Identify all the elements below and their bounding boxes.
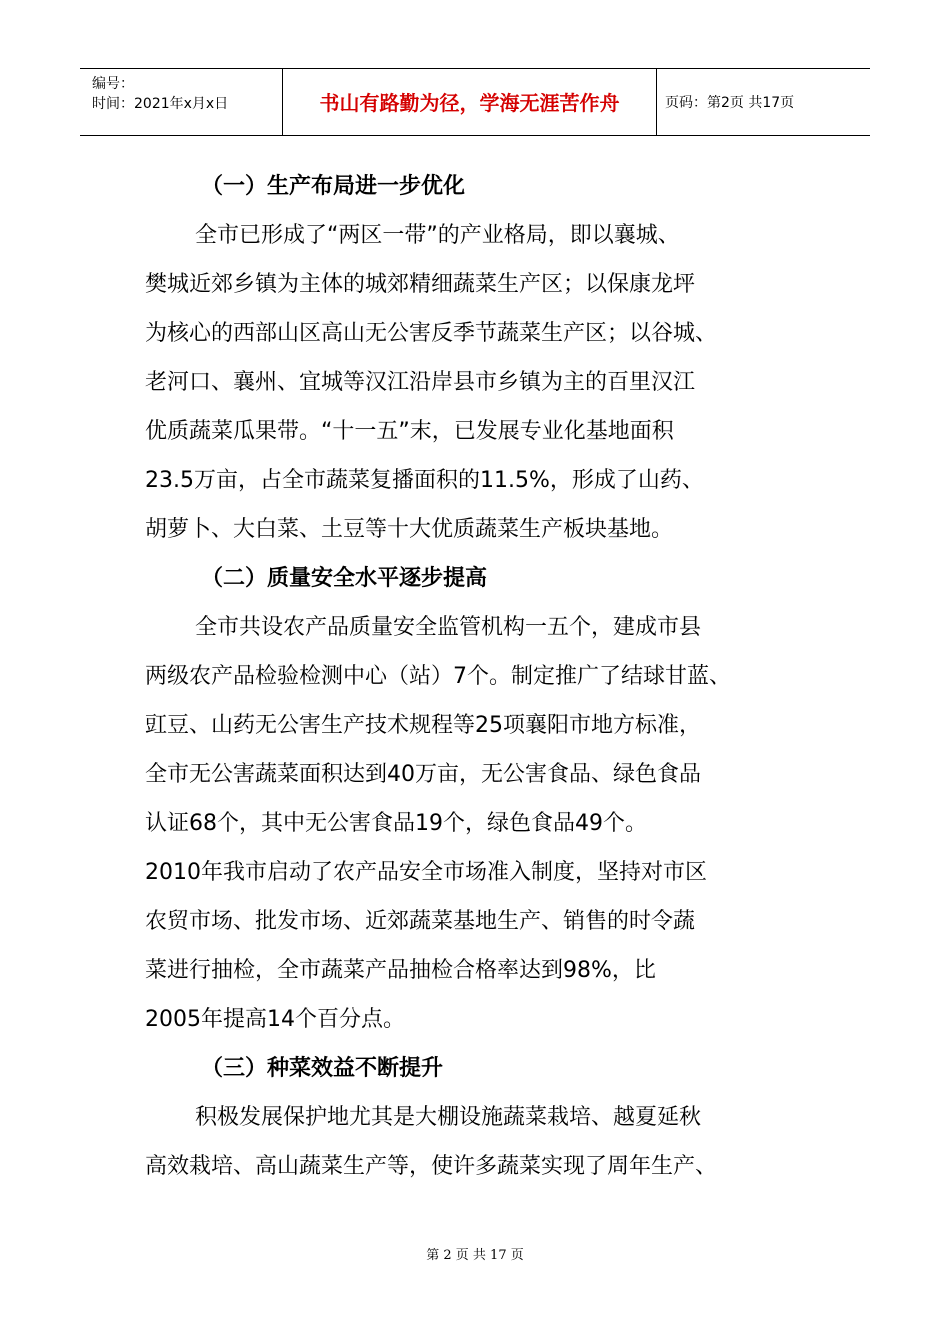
body-text-line: 优质蔬菜瓜果带。“十一五”末，已发展专业化基地面积 [145,419,674,444]
body-text-line: 全市无公害蔬菜面积达到40万亩，无公害食品、绿色食品 [145,762,701,787]
body-text-line: 两级农产品检验检测中心（站）7个。制定推广了结球甘蓝、 [145,664,731,689]
body-text-line: 胡萝卜、大白菜、土豆等十大优质蔬菜生产板块基地。 [145,517,674,542]
body-text-line: 高效栽培、高山蔬菜生产等，使许多蔬菜实现了周年生产、 [145,1154,718,1179]
body-text-line: 2005年提高14个百分点。 [145,1007,405,1032]
header-motto: 书山有路勤为径，学海无涯苦作舟 [283,69,657,135]
document-header [80,68,870,136]
code-label: 编号： [92,76,134,92]
body-text-line: 樊城近郊乡镇为主体的城郊精细蔬菜生产区；以保康龙坪 [145,272,696,297]
header-page-info: 页码：第2页 共17页 [665,95,795,111]
section-heading: （一）生产布局进一步优化 [201,174,466,199]
body-text-line: 2010年我市启动了农产品安全市场准入制度，坚持对市区 [145,860,707,885]
header-meta [80,69,283,135]
document-body [145,162,825,1191]
date-label: 时间：2021年x月x日 [92,96,229,112]
page-footer: 第 2 页 共 17 页 [426,1248,524,1263]
body-text-line: 为核心的西部山区高山无公害反季节蔬菜生产区；以谷城、 [145,321,718,346]
body-text-line: 积极发展保护地尤其是大棚设施蔬菜栽培、越夏延秋 [195,1105,702,1130]
section-heading: （三）种菜效益不断提升 [201,1056,444,1081]
body-text-line: 菜进行抽检，全市蔬菜产品抽检合格率达到98%，比 [145,958,656,983]
body-text-line: 全市共设农产品质量安全监管机构一五个，建成市县 [195,615,702,640]
body-text-line: 认证68个，其中无公害食品19个，绿色食品49个。 [145,811,647,836]
body-text-line: 豇豆、山药无公害生产技术规程等25项襄阳市地方标准， [145,713,701,738]
body-text-line: 全市已形成了“两区一带”的产业格局，即以襄城、 [195,223,680,248]
body-text-line: 农贸市场、批发市场、近郊蔬菜基地生产、销售的时令蔬 [145,909,696,934]
section-heading: （二）质量安全水平逐步提高 [201,566,488,591]
body-text-line: 老河口、襄州、宜城等汉江沿岸县市乡镇为主的百里汉江 [145,370,696,395]
body-text-line: 23.5万亩，占全市蔬菜复播面积的11.5%，形成了山药、 [145,468,704,493]
